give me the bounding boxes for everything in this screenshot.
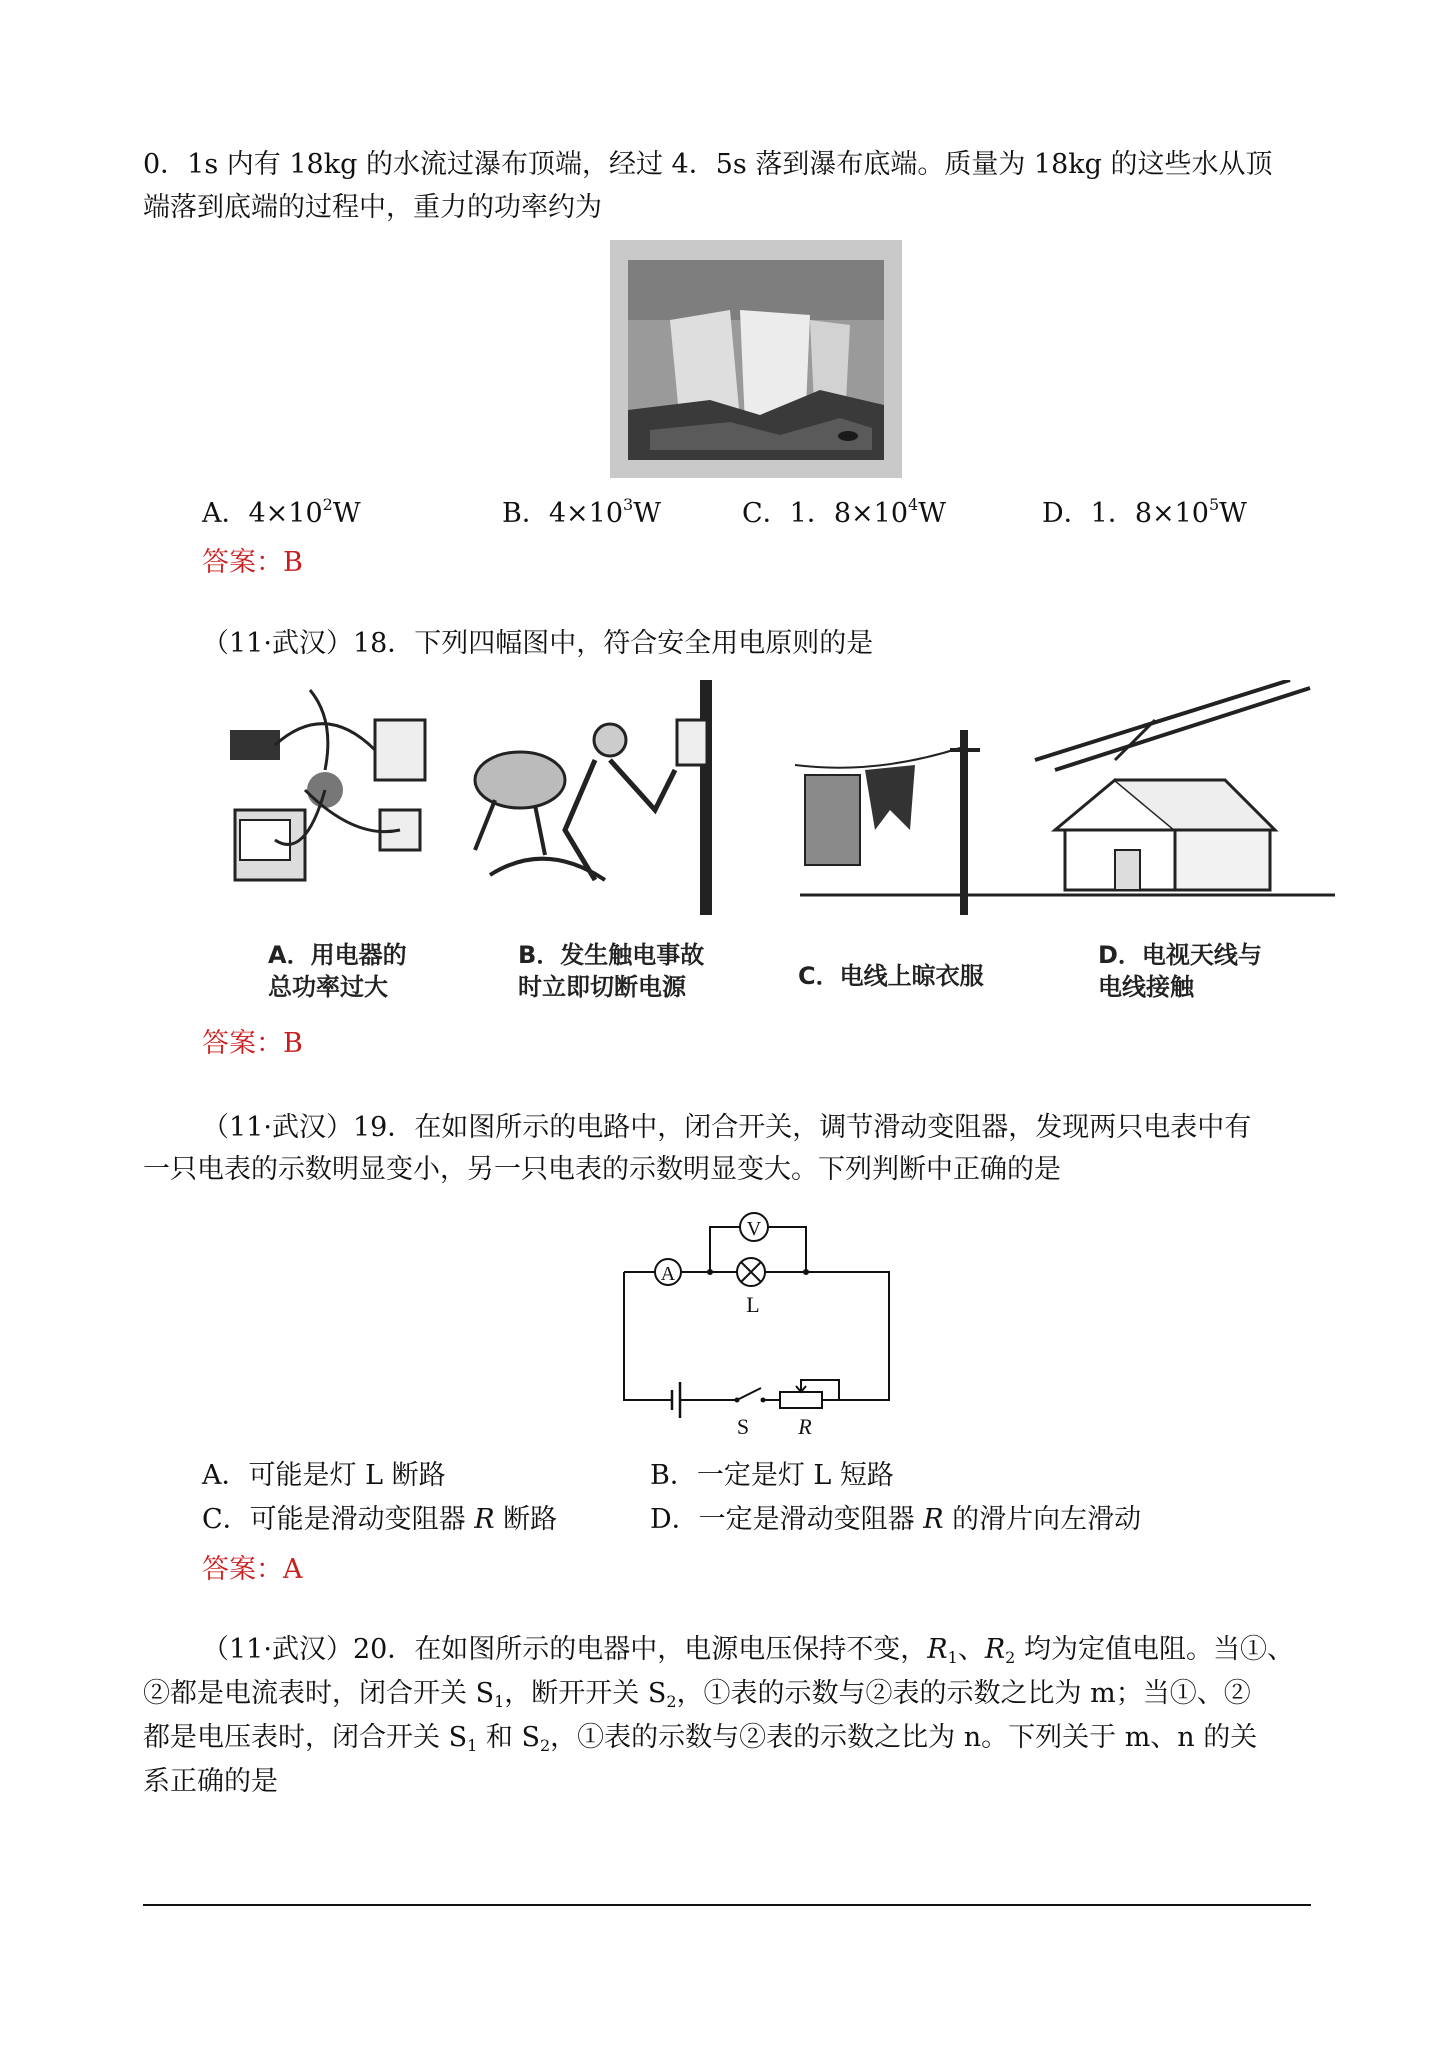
q20-stem-line1: （11·武汉）20．在如图所示的电器中，电源电压保持不变，$R_1$、$R_2$ 均为定值电阻。当①、 xyxy=(202,1634,1294,1667)
caption-d-line2: 电线接触 xyxy=(1098,973,1194,1001)
q19-option-d: D．一定是滑动变阻器 R 的滑片向左滑动 xyxy=(650,1504,1142,1535)
caption-a-line1: A．用电器的 xyxy=(268,941,407,969)
caption-a-line2: 总功率过大 xyxy=(268,973,388,1001)
q17-stem-line2: 端落到底端的过程中，重力的功率约为 xyxy=(143,192,602,223)
q19-option-c: C．可能是滑动变阻器 R 断路 xyxy=(202,1504,558,1535)
caption-b-line2: 时立即切断电源 xyxy=(518,973,686,1001)
rheostat-label: R xyxy=(798,1414,812,1439)
q17-answer: 答案：B xyxy=(202,547,303,578)
q18-stem: （11·武汉）18．下列四幅图中，符合安全用电原则的是 xyxy=(202,628,874,659)
illustration-d-antenna xyxy=(1035,680,1310,890)
illustration-b-rescue xyxy=(475,680,712,915)
q19-answer: 答案：A xyxy=(202,1554,303,1585)
q19-option-a: A．可能是灯 L 断路 xyxy=(202,1460,446,1491)
q18-answer: 答案：B xyxy=(202,1028,303,1059)
caption-b-line1: B．发生触电事故 xyxy=(518,941,705,969)
q19-stem-line1: （11·武汉）19．在如图所示的电路中，闭合开关，调节滑动变阻器，发现两只电表中有 xyxy=(202,1112,1252,1143)
lamp-label: L xyxy=(746,1292,760,1317)
q17-option-a: A．$4\times 10^2W$ xyxy=(202,495,361,529)
caption-d-line1: D．电视天线与 xyxy=(1098,941,1262,969)
circuit-diagram xyxy=(615,1200,900,1440)
ammeter-label: A xyxy=(660,1263,676,1285)
caption-c-line1: C．电线上晾衣服 xyxy=(798,962,984,990)
voltmeter-label: V xyxy=(746,1218,762,1240)
safety-illustrations xyxy=(215,680,1340,920)
q17-option-d: D．1．$8\times 10^5W$ xyxy=(1042,495,1247,529)
q17-option-c: C．1．$8\times 10^4W$ xyxy=(742,495,946,529)
q20-stem-line3: 都是电压表时，闭合开关 $S_1$ 和 $S_2$，①表的示数与②表的示数之比为 n。下列关于 m、n 的关 xyxy=(143,1722,1258,1755)
q17-option-b: B．$4\times 10^3W$ xyxy=(502,495,661,529)
q20-stem-line2: ②都是电流表时，闭合开关 $S_1$，断开开关 $S_2$，①表的示数与②表的示数之比为 m；当①、② xyxy=(143,1678,1251,1711)
illustration-a-appliances xyxy=(230,690,425,880)
waterfall-figure xyxy=(610,240,902,478)
q19-option-b: B．一定是灯 L 短路 xyxy=(650,1460,894,1491)
footer-divider xyxy=(143,1904,1311,1906)
q19-stem-line2: 一只电表的示数明显变小，另一只电表的示数明显变大。下列判断中正确的是 xyxy=(143,1154,1061,1185)
switch-label: S xyxy=(736,1414,750,1439)
q20-stem-line4: 系正确的是 xyxy=(143,1766,278,1797)
q17-stem-line1: 0．1s 内有 18kg 的水流过瀑布顶端，经过 4．5s 落到瀑布底端。质量为 18kg 的这些水从顶 xyxy=(143,149,1273,180)
